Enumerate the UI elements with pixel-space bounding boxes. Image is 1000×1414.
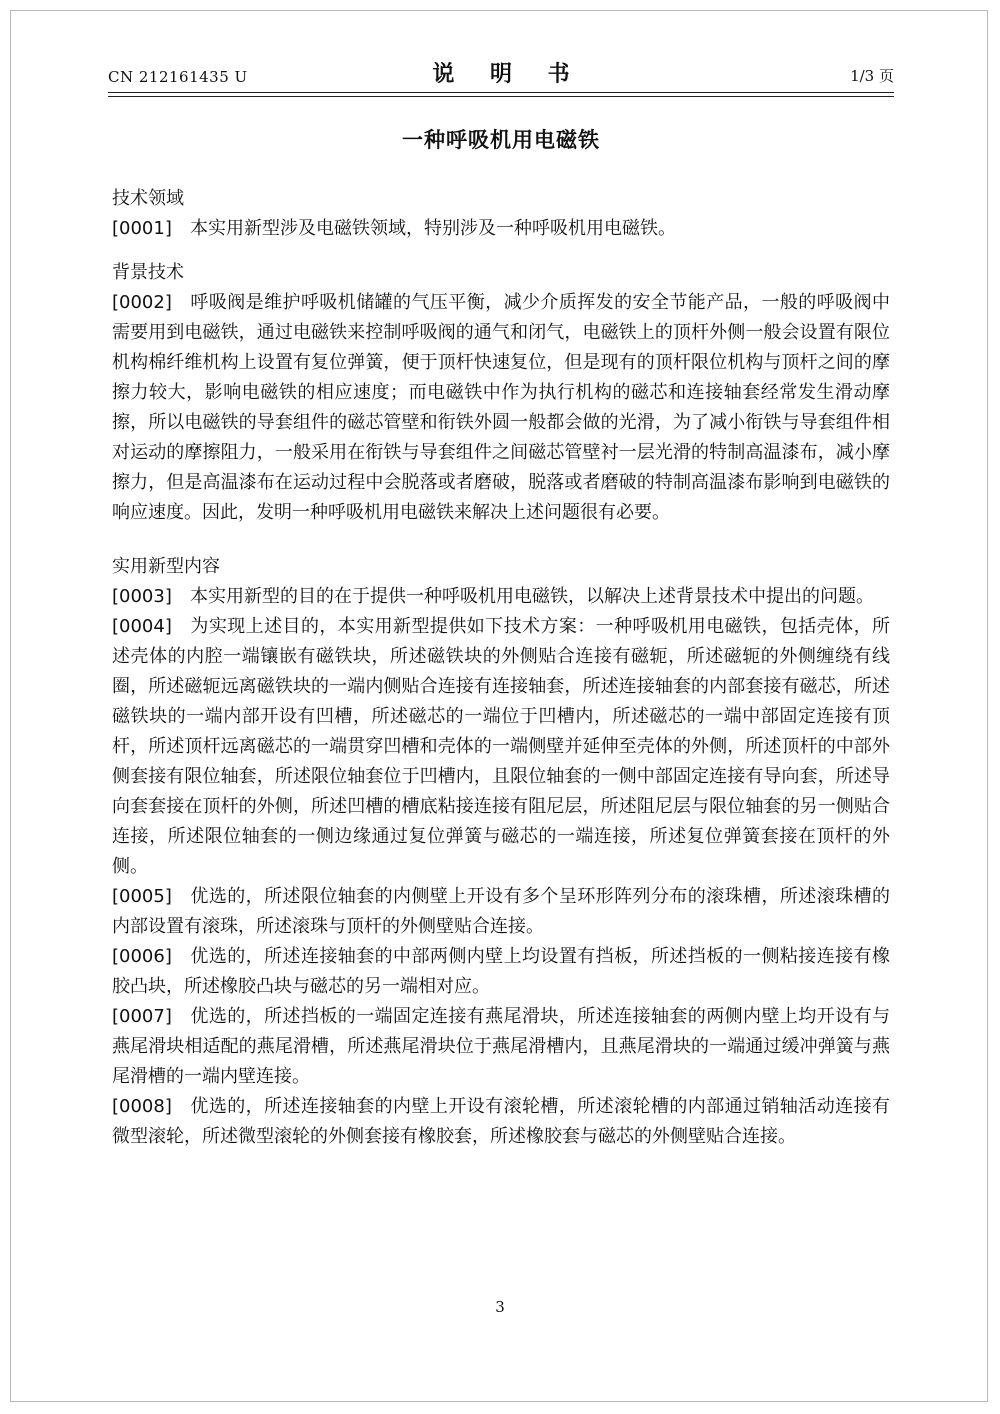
section-heading: 背景技术: [112, 262, 184, 283]
document-type-title: 说 明 书: [432, 62, 584, 87]
paragraph-number: [0003]: [112, 586, 172, 607]
paragraph: [112, 1092, 890, 1152]
paragraph: [112, 942, 890, 1002]
paragraph-text: 呼吸阀是维护呼吸机储罐的气压平衡，减少介质挥发的安全节能产品，一般的呼吸阀中需要用到电磁铁，通过电磁铁来控制呼吸阀的通气和闭气，电磁铁上的顶杆外侧一般会设置有限位机构棉纤维机构上设置有复位弹簧，便于顶杆快速复位，但是现有的顶杆限位机构与顶杆之间的摩擦力较大，影响电磁铁的相应速度；而电磁铁中作为执行机构的磁芯和连接轴套经常发生滑动摩擦，所以电磁铁的导套组件的磁芯管壁和衔铁外圆一般都会做的光滑，为了减小衔铁与导套组件相对运动的摩擦阻力，一般采用在衔铁与导套组件之间磁芯管壁衬一层光滑的特制高温漆布，减小摩擦力，但是高温漆布在运动过程中会脱落或者磨破，脱落或者磨破的特制高温漆布影响到电磁铁的响应速度。因此，发明一种呼吸机用电磁铁来解决上述问题很有必要。: [112, 292, 890, 523]
paragraph: [112, 882, 890, 942]
paragraph-number: [0004]: [112, 616, 172, 637]
paragraph-number: [0005]: [112, 886, 172, 907]
paragraph: [112, 214, 890, 244]
paragraph-number: [0002]: [112, 292, 172, 313]
paragraph: [112, 582, 890, 612]
section-heading: 技术领域: [112, 188, 184, 209]
section-technical-field: [112, 184, 890, 244]
section-background: [112, 258, 890, 528]
paragraph-number: [0001]: [112, 218, 172, 239]
header-rule-thin: [108, 96, 894, 97]
paragraph-text: 优选的，所述连接轴套的内壁上开设有滚轮槽，所述滚轮槽的内部通过销轴活动连接有微型滚轮，所述微型滚轮的外侧套接有橡胶套，所述橡胶套与磁芯的外侧壁贴合连接。: [112, 1096, 890, 1147]
paragraph-number: [0008]: [112, 1096, 172, 1117]
page-header: [108, 52, 894, 92]
paragraph-text: 优选的，所述挡板的一端固定连接有燕尾滑块，所述连接轴套的两侧内壁上均开设有与燕尾滑块相适配的燕尾滑槽，所述燕尾滑块位于燕尾滑槽内，且燕尾滑块的一端通过缓冲弹簧与燕尾滑槽的一端内壁连接。: [112, 1006, 890, 1087]
page-info: 1/3 页: [850, 67, 894, 85]
invention-title: 一种呼吸机用电磁铁: [402, 128, 600, 152]
paragraph: [112, 288, 890, 528]
document-body: [112, 184, 890, 1152]
section-utility-model-content: [112, 552, 890, 1152]
paragraph: [112, 612, 890, 882]
paragraph: [112, 1002, 890, 1092]
paragraph-text: 本实用新型的目的在于提供一种呼吸机用电磁铁，以解决上述背景技术中提出的问题。: [190, 586, 874, 607]
paragraph-number: [0007]: [112, 1006, 172, 1027]
paragraph-text: 优选的，所述连接轴套的中部两侧内壁上均设置有挡板，所述挡板的一侧粘接连接有橡胶凸块，所述橡胶凸块与磁芯的另一端相对应。: [112, 946, 890, 997]
page-number: 3: [495, 1298, 505, 1316]
paragraph-number: [0006]: [112, 946, 172, 967]
paragraph-text: 优选的，所述限位轴套的内侧壁上开设有多个呈环形阵列分布的滚珠槽，所述滚珠槽的内部设置有滚珠，所述滚珠与顶杆的外侧壁贴合连接。: [112, 886, 890, 937]
header-rule: [108, 92, 894, 93]
section-heading: 实用新型内容: [112, 556, 220, 577]
patent-number: CN 212161435 U: [108, 68, 248, 86]
paragraph-text: 本实用新型涉及电磁铁领域，特别涉及一种呼吸机用电磁铁。: [190, 218, 676, 239]
paragraph-text: 为实现上述目的，本实用新型提供如下技术方案：一种呼吸机用电磁铁，包括壳体，所述壳体的内腔一端镶嵌有磁铁块，所述磁铁块的外侧贴合连接有磁轭，所述磁轭的外侧缠绕有线圈，所述磁轭远离磁铁块的一端内侧贴合连接有连接轴套，所述连接轴套的内部套接有磁芯，所述磁铁块的一端内部开设有凹槽，所述磁芯的一端位于凹槽内，所述磁芯的一端中部固定连接有顶杆，所述顶杆远离磁芯的一端贯穿凹槽和壳体的一端侧壁并延伸至壳体的外侧，所述顶杆的中部外侧套接有限位轴套，所述限位轴套位于凹槽内，且限位轴套的一侧中部固定连接有导向套，所述导向套套接在顶杆的外侧，所述凹槽的槽底粘接连接有阻尼层，所述阻尼层与限位轴套的另一侧贴合连接，所述限位轴套的一侧边缘通过复位弹簧与磁芯的一端连接，所述复位弹簧套接在顶杆的外侧。: [112, 616, 890, 877]
